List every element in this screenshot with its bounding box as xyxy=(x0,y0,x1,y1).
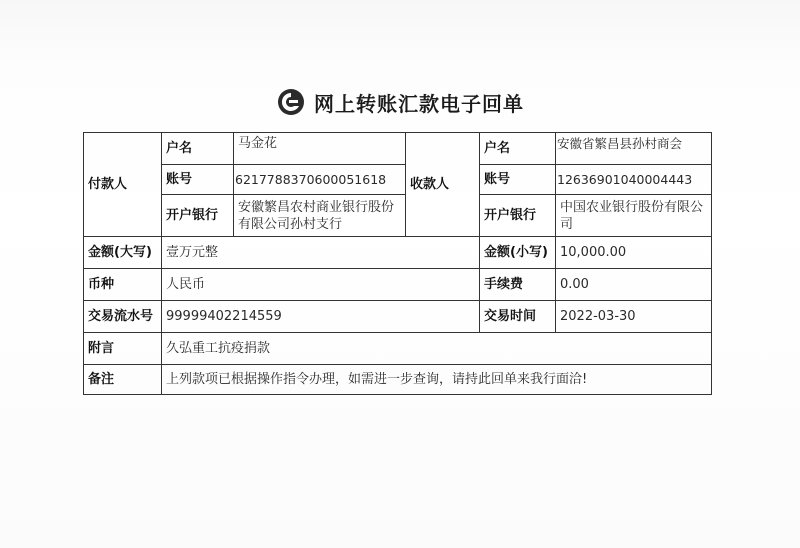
note-value: 上列款项已根据操作指令办理，如需进一步查询，请持此回单来我行面洽! xyxy=(162,365,712,395)
payer-name-label: 户名 xyxy=(162,133,234,165)
table-row xyxy=(84,195,712,237)
currency-value: 人民币 xyxy=(162,269,480,301)
amount-lower-value: 10,000.00 xyxy=(556,237,712,269)
payer-account-value: 6217788370600051618 xyxy=(234,165,406,195)
table-row xyxy=(84,365,712,395)
table-row xyxy=(84,333,712,365)
payee-section-label: 收款人 xyxy=(406,133,480,237)
payee-bank-label: 开户银行 xyxy=(480,195,556,237)
payee-bank-value: 中国农业银行股份有限公司 xyxy=(556,195,712,237)
table-row xyxy=(84,269,712,301)
payer-section-label: 付款人 xyxy=(84,133,162,237)
payer-bank-value: 安徽繁昌农村商业银行股份有限公司孙村支行 xyxy=(234,195,406,237)
payer-bank-label: 开户银行 xyxy=(162,195,234,237)
amount-upper-value: 壹万元整 xyxy=(162,237,480,269)
note-label: 备注 xyxy=(84,365,162,395)
amount-upper-label: 金额(大写) xyxy=(84,237,162,269)
page-title: 网上转账汇款电子回单 xyxy=(314,91,524,116)
table-row xyxy=(84,301,712,333)
bank-logo-icon xyxy=(276,87,306,117)
transaction-time-label: 交易时间 xyxy=(480,301,556,333)
table-row xyxy=(84,165,712,195)
table-row xyxy=(84,237,712,269)
payee-account-label: 账号 xyxy=(480,165,556,195)
payee-name-label: 户名 xyxy=(480,133,556,165)
receipt-table xyxy=(83,132,712,395)
table-row xyxy=(84,133,712,165)
amount-lower-label: 金额(小写) xyxy=(480,237,556,269)
payer-name-value: 马金花 xyxy=(234,133,406,165)
payee-account-value: 12636901040004443 xyxy=(556,165,712,195)
payer-account-label: 账号 xyxy=(162,165,234,195)
remark-label: 附言 xyxy=(84,333,162,365)
receipt-header xyxy=(0,82,800,122)
currency-label: 币种 xyxy=(84,269,162,301)
serial-number-value: 99999402214559 xyxy=(162,301,480,333)
payee-name-value: 安徽省繁昌县孙村商会 xyxy=(556,133,712,165)
fee-value: 0.00 xyxy=(556,269,712,301)
fee-label: 手续费 xyxy=(480,269,556,301)
serial-number-label: 交易流水号 xyxy=(84,301,162,333)
transaction-time-value: 2022-03-30 xyxy=(556,301,712,333)
remark-value: 久弘重工抗疫捐款 xyxy=(162,333,712,365)
